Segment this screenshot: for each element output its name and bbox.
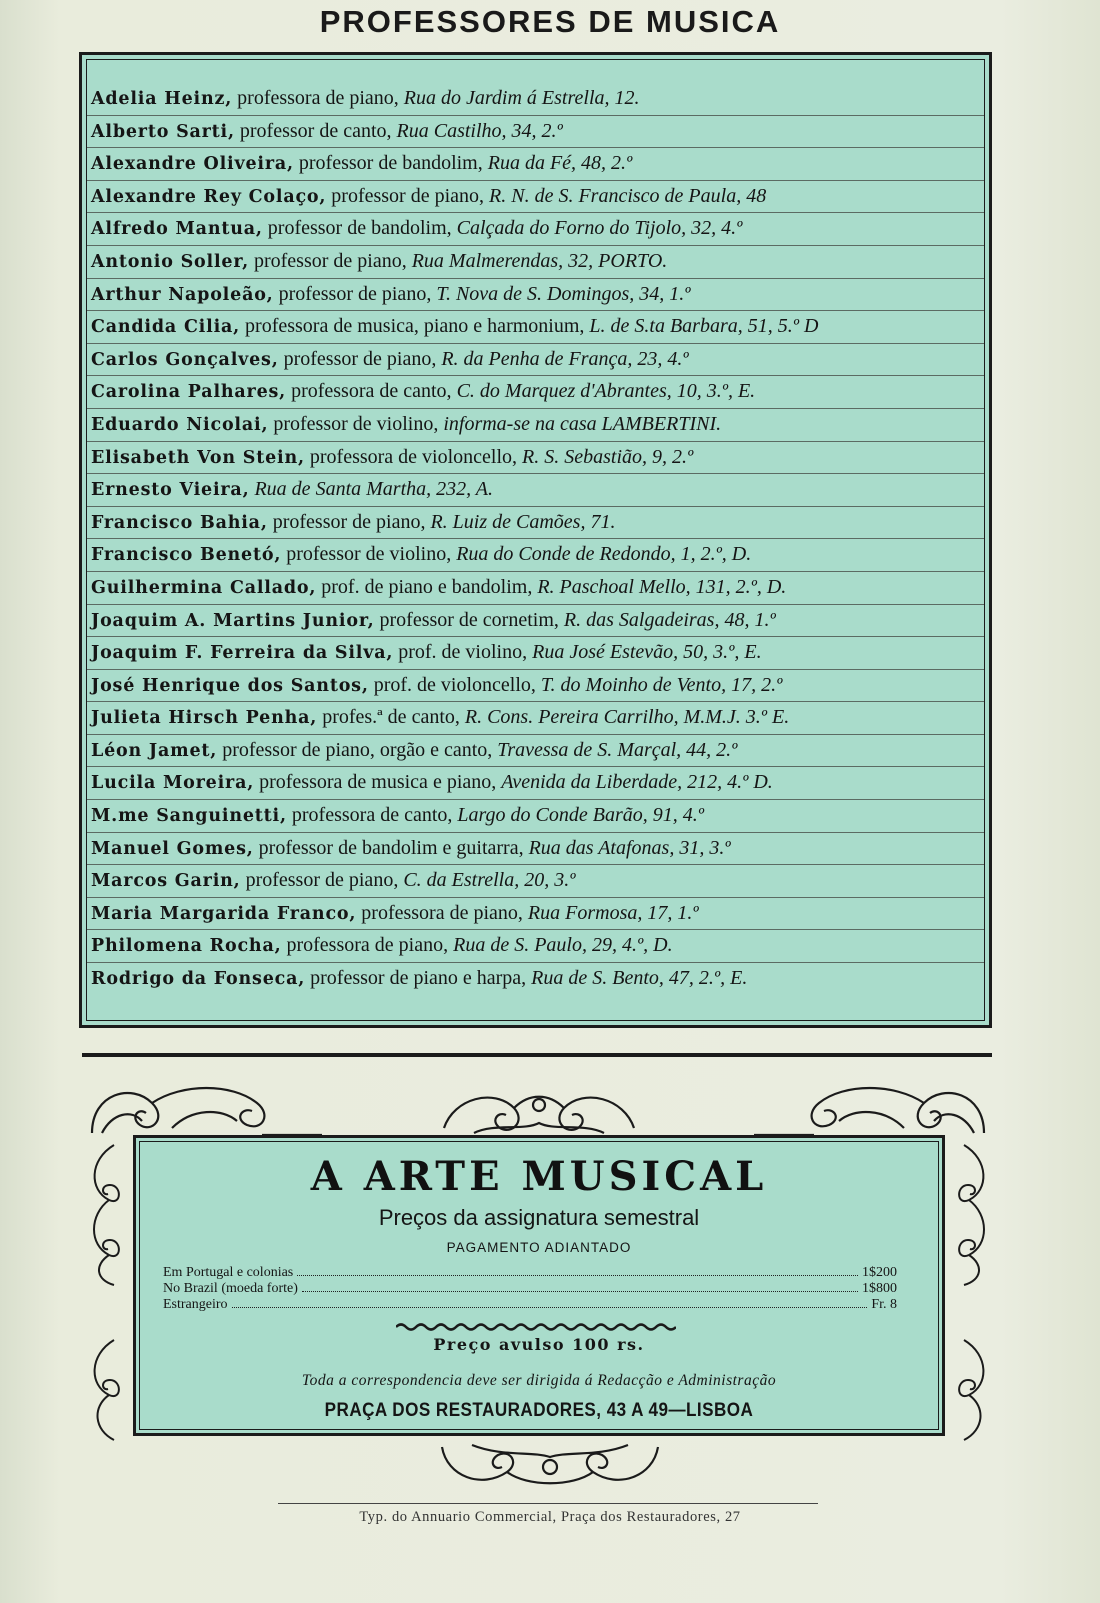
entry-addr: Rua José Estevão, 50, 3.º, E. xyxy=(532,641,762,664)
directory-list xyxy=(87,83,984,996)
entry-desc: professor de piano e harpa, xyxy=(305,967,532,990)
entry-addr: R. Paschoal Mello, 131, 2.º, D. xyxy=(537,575,787,598)
entry-addr: L. de S.ta Barbara, 51, 5.º D xyxy=(589,315,819,338)
bottom-flourish-ornament xyxy=(432,1437,668,1497)
directory-entry xyxy=(87,767,984,800)
entry-addr: T. Nova de S. Domingos, 34, 1.º xyxy=(436,282,691,305)
entry-addr: informa-se na casa LAMBERTINI. xyxy=(443,412,722,435)
entry-desc: professora de violoncello, xyxy=(304,445,523,468)
entry-addr: R. das Salgadeiras, 48, 1.º xyxy=(563,608,776,631)
entry-name: M.me Sanguinetti, xyxy=(91,806,287,827)
entry-desc: professor de violino, xyxy=(281,543,457,566)
subscription-advert xyxy=(133,1135,945,1436)
entry-desc: professor de piano, xyxy=(240,869,404,892)
entry-addr: Rua Malmerendas, 32, PORTO. xyxy=(411,249,668,272)
page-title: PROFESSORES DE MUSICA xyxy=(319,4,781,39)
entry-name: Eduardo Nicolai, xyxy=(91,414,269,435)
entry-name: Julieta Hirsch Penha, xyxy=(91,708,318,729)
entry-name: Manuel Gomes, xyxy=(91,838,254,859)
directory-entry xyxy=(87,800,984,833)
entry-addr: Rua Formosa, 17, 1.º xyxy=(527,901,699,924)
directory-entry xyxy=(87,116,984,149)
entry-addr: Rua de S. Paulo, 29, 4.º, D. xyxy=(453,934,673,957)
entry-name: Léon Jamet, xyxy=(91,740,218,761)
advert-subtitle: Preços da assignatura semestral xyxy=(378,1205,700,1230)
left-side-ornament xyxy=(84,1140,124,1290)
entry-addr: Avenida da Liberdade, 212, 4.º D. xyxy=(501,771,773,794)
entry-addr: Travessa de S. Marçal, 44, 2.º xyxy=(497,738,738,761)
directory-entry xyxy=(87,637,984,670)
entry-name: Philomena Rocha, xyxy=(91,936,282,957)
office-address: PRAÇA DOS RESTAURADORES, 43 A 49—LISBOA xyxy=(324,1400,754,1421)
entry-name: Rodrigo da Fonseca, xyxy=(91,969,306,990)
entry-name: Carolina Palhares, xyxy=(91,382,287,403)
directory-entry xyxy=(87,670,984,703)
price-label: Estrangeiro xyxy=(163,1297,228,1312)
entry-name: José Henrique dos Santos, xyxy=(91,675,369,696)
entry-name: Antonio Soller, xyxy=(91,251,249,272)
entry-desc: professor de piano, xyxy=(273,282,437,305)
directory-entry xyxy=(87,605,984,638)
entry-name: Adelia Heinz, xyxy=(91,89,233,109)
directory-panel xyxy=(79,52,992,1028)
left-lower-ornament xyxy=(84,1335,124,1445)
price-label: Em Portugal e colonias xyxy=(163,1265,294,1280)
entry-addr: R. S. Sebastião, 9, 2.º xyxy=(522,445,694,468)
entry-name: Alfredo Mantua, xyxy=(91,219,263,240)
advert-title: A ARTE MUSICAL xyxy=(310,1153,768,1200)
directory-entry xyxy=(87,409,984,442)
directory-entry xyxy=(87,930,984,963)
entry-addr: Rua do Jardim á Estrella, 12. xyxy=(403,87,640,109)
entry-desc: professor de bandolim, xyxy=(293,152,488,175)
entry-addr: Rua de S. Bento, 47, 2.º, E. xyxy=(531,967,748,990)
entry-desc: professor de piano, xyxy=(278,347,442,370)
leader-dots xyxy=(302,1291,858,1292)
printer-imprint: Typ. do Annuario Commercial, Praça dos Restauradores, 27 xyxy=(359,1509,741,1525)
footer-rule xyxy=(278,1503,818,1504)
entry-name: Lucila Moreira, xyxy=(91,773,255,794)
payment-note: PAGAMENTO ADIANTADO xyxy=(446,1240,632,1255)
price-value: 1$200 xyxy=(862,1265,897,1280)
entry-desc: professor de bandolim e guitarra, xyxy=(253,836,529,859)
directory-entry xyxy=(87,963,984,996)
entry-desc: professora de musica e piano, xyxy=(254,771,502,794)
left-flourish-ornament xyxy=(92,1088,322,1135)
directory-entry xyxy=(87,148,984,181)
entry-desc: professor de piano, xyxy=(326,184,490,207)
leader-dots xyxy=(297,1275,858,1276)
top-ornament-row xyxy=(82,1073,994,1143)
entry-desc: professora de canto, xyxy=(286,804,458,827)
entry-desc: prof. de violoncello, xyxy=(368,673,541,696)
directory-entry xyxy=(87,572,984,605)
directory-entry xyxy=(87,898,984,931)
entry-desc: profes.ª de canto, xyxy=(317,706,465,729)
directory-entry xyxy=(87,474,984,507)
entry-desc: professora de piano, xyxy=(281,934,454,957)
directory-entry xyxy=(87,735,984,768)
directory-entry xyxy=(87,507,984,540)
entry-desc: professor de bandolim, xyxy=(262,217,457,240)
entry-name: Carlos Gonçalves, xyxy=(91,349,279,370)
price-row xyxy=(163,1265,897,1281)
entry-addr: Rua da Fé, 48, 2.º xyxy=(487,152,633,175)
entry-desc: professora de canto, xyxy=(286,380,457,403)
price-row xyxy=(163,1281,897,1297)
directory-entry xyxy=(87,865,984,898)
entry-name: Alexandre Rey Colaço, xyxy=(91,186,327,207)
wave-divider xyxy=(396,1322,676,1332)
entry-desc: prof. de violino, xyxy=(393,641,533,664)
entry-name: Maria Margarida Franco, xyxy=(91,903,357,924)
entry-desc: professor de canto, xyxy=(234,119,397,142)
entry-name: Joaquim A. Martins Junior, xyxy=(91,610,375,631)
separator-rule xyxy=(82,1053,992,1057)
entry-name: Francisco Bahia, xyxy=(91,512,268,533)
directory-entry xyxy=(87,833,984,866)
directory-entry xyxy=(87,83,984,116)
entry-desc: professora de musica, piano e harmonium, xyxy=(240,315,590,338)
entry-desc: professor de piano, xyxy=(248,249,412,272)
entry-addr: R. da Penha de França, 23, 4.º xyxy=(441,347,689,370)
entry-name: Arthur Napoleão, xyxy=(91,284,274,305)
entry-name: Guilhermina Callado, xyxy=(91,577,317,598)
price-label: No Brazil (moeda forte) xyxy=(163,1281,298,1296)
right-lower-ornament xyxy=(954,1335,994,1445)
entry-name: Joaquim F. Ferreira da Silva, xyxy=(91,643,394,664)
entry-addr: R. Cons. Pereira Carrilho, M.M.J. 3.º E. xyxy=(464,706,790,729)
entry-desc: professor de violino, xyxy=(268,412,444,435)
directory-entry xyxy=(87,344,984,377)
single-issue-price: Preço avulso 100 rs. xyxy=(433,1335,645,1354)
entry-desc: prof. de piano e bandolim, xyxy=(316,575,538,598)
entry-addr: Largo do Conde Barão, 91, 4.º xyxy=(457,804,704,827)
right-side-ornament xyxy=(954,1140,994,1290)
entry-addr: R. N. de S. Francisco de Paula, 48 xyxy=(489,184,767,207)
entry-desc: professora de piano, xyxy=(356,901,528,924)
entry-addr: Calçada do Forno do Tijolo, 32, 4.º xyxy=(456,217,743,240)
entry-name: Elisabeth Von Stein, xyxy=(91,447,305,468)
entry-name: Alberto Sarti, xyxy=(91,121,235,142)
entry-addr: Rua do Conde de Redondo, 1, 2.º, D. xyxy=(456,543,752,566)
entry-addr: C. do Marquez d'Abrantes, 10, 3.º, E. xyxy=(456,380,756,403)
center-flourish-ornament xyxy=(444,1097,634,1133)
leader-dots xyxy=(232,1307,868,1308)
price-row xyxy=(163,1297,897,1313)
correspondence-note: Toda a correspondencia deve ser dirigida á Redacção e Administração xyxy=(301,1372,777,1389)
right-flourish-ornament xyxy=(754,1088,984,1135)
entry-name: Candida Cilia, xyxy=(91,317,241,338)
directory-entry xyxy=(87,539,984,572)
entry-name: Francisco Benetó, xyxy=(91,545,282,566)
directory-entry xyxy=(87,702,984,735)
price-list xyxy=(163,1265,897,1313)
directory-entry xyxy=(87,376,984,409)
entry-desc: professora de piano, xyxy=(232,87,404,109)
entry-addr: Rua das Atafonas, 31, 3.º xyxy=(528,836,731,859)
directory-entry xyxy=(87,246,984,279)
entry-addr: Rua de Santa Martha, 232, A. xyxy=(254,478,493,501)
entry-addr: Rua Castilho, 34, 2.º xyxy=(396,119,563,142)
entry-addr: C. da Estrella, 20, 3.º xyxy=(403,869,576,892)
directory-entry xyxy=(87,181,984,214)
entry-desc: professor de cornetim, xyxy=(374,608,564,631)
directory-entry xyxy=(87,213,984,246)
directory-entry xyxy=(87,279,984,312)
entry-desc: professor de piano, xyxy=(267,510,431,533)
entry-addr: T. do Moinho de Vento, 17, 2.º xyxy=(540,673,783,696)
directory-entry xyxy=(87,442,984,475)
entry-name: Marcos Garin, xyxy=(91,871,241,892)
price-value: Fr. 8 xyxy=(871,1297,897,1312)
price-value: 1$800 xyxy=(862,1281,897,1296)
directory-entry xyxy=(87,311,984,344)
entry-name: Alexandre Oliveira, xyxy=(91,154,294,175)
entry-name: Ernesto Vieira, xyxy=(91,480,250,501)
entry-desc: professor de piano, orgão e canto, xyxy=(217,738,498,761)
entry-addr: R. Luiz de Camões, 71. xyxy=(430,510,616,533)
